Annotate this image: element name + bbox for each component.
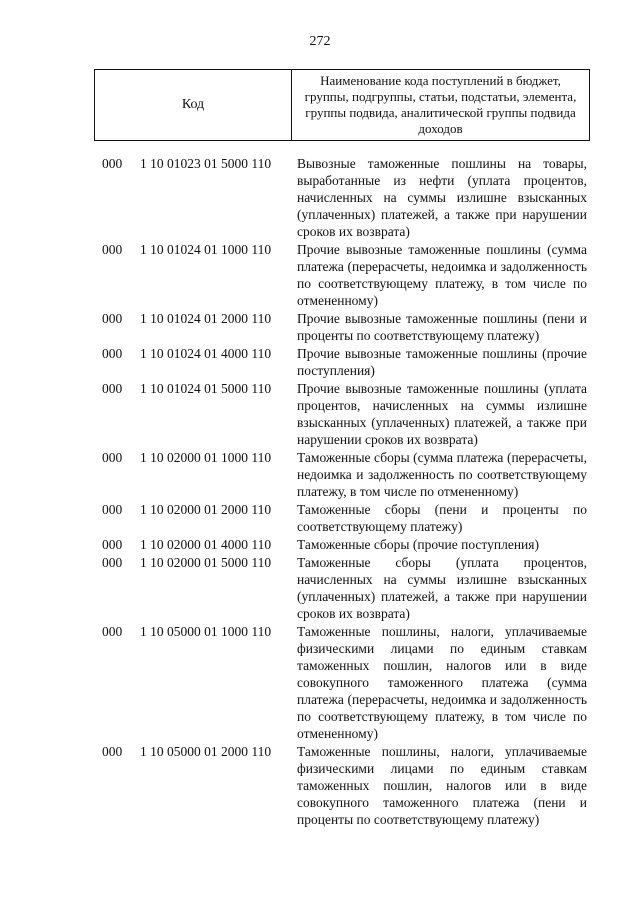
row-description: Таможенные пошлины, налоги, уплачиваемые физическими лицами по единым ставкам таможенных пошлин, налогов или в виде совокупного таможенного платежа (пени и проценты по соответствующему платежу): [297, 744, 587, 827]
table-row: [0, 241, 640, 309]
row-budget-code: 1 10 02000 01 4000 110: [140, 537, 272, 552]
row-admin-code: 000: [102, 156, 123, 171]
row-budget-code: 1 10 01024 01 2000 110: [140, 311, 272, 326]
table-row: [0, 449, 640, 500]
row-admin-code: 000: [102, 502, 123, 517]
row-description: Прочие вывозные таможенные пошлины (уплата процентов, начисленных на суммы излишне взысканных (уплаченных) платежей, а также при нарушении сроков их возврата): [297, 381, 587, 447]
table-row: [0, 623, 640, 742]
row-budget-code: 1 10 02000 01 1000 110: [140, 450, 272, 465]
page-number: 272: [309, 34, 331, 49]
row-admin-code: 000: [102, 624, 123, 639]
row-description: Таможенные сборы (сумма платежа (перерасчеты, недоимка и задолженность по соответствующему платежу, в том числе по отмененному): [297, 450, 587, 499]
row-description: Таможенные сборы (уплата процентов, начисленных на суммы излишне взысканных (уплаченных) платежей, а также при нарушении сроков их возврата): [297, 555, 587, 621]
table-row: [0, 536, 640, 553]
row-description: Прочие вывозные таможенные пошлины (пени и проценты по соответствующему платежу): [297, 311, 587, 343]
row-budget-code: 1 10 02000 01 2000 110: [140, 502, 272, 517]
row-budget-code: 1 10 01024 01 1000 110: [140, 242, 272, 257]
row-budget-code: 1 10 01024 01 4000 110: [140, 346, 272, 361]
row-admin-code: 000: [102, 381, 123, 396]
table-row: [0, 380, 640, 448]
row-budget-code: 1 10 05000 01 1000 110: [140, 624, 272, 639]
table-row: [0, 743, 640, 828]
row-admin-code: 000: [102, 744, 123, 759]
table-row: [0, 345, 640, 379]
row-admin-code: 000: [102, 242, 123, 257]
row-budget-code: 1 10 05000 01 2000 110: [140, 744, 272, 759]
row-admin-code: 000: [102, 346, 123, 361]
row-admin-code: 000: [102, 537, 123, 552]
row-budget-code: 1 10 02000 01 5000 110: [140, 555, 272, 570]
row-budget-code: 1 10 01024 01 5000 110: [140, 381, 272, 396]
row-admin-code: 000: [102, 450, 123, 465]
table-row: [0, 310, 640, 344]
row-description: Прочие вывозные таможенные пошлины (прочие поступления): [297, 346, 587, 378]
row-description: Прочие вывозные таможенные пошлины (сумма платежа (перерасчеты, недоимка и задолженность по соответствующему платежу, в том числе по отмененному): [297, 242, 587, 308]
table-row: [0, 155, 640, 240]
header-code-column: Код: [95, 70, 292, 140]
row-description: Таможенные пошлины, налоги, уплачиваемые физическими лицами по единым ставкам таможенных пошлин, налогов или в виде совокупного таможенного платежа (сумма платежа (перерасчеты, недоимка и задолженность по соответствующему платежу, в том числе по отмененному): [297, 624, 587, 741]
table-row: [0, 501, 640, 535]
table-header: [94, 69, 590, 141]
row-admin-code: 000: [102, 555, 123, 570]
row-admin-code: 000: [102, 311, 123, 326]
row-budget-code: 1 10 01023 01 5000 110: [140, 156, 272, 171]
row-description: Таможенные сборы (пени и проценты по соответствующему платежу): [297, 502, 587, 534]
row-description: Вывозные таможенные пошлины на товары, выработанные из нефти (уплата процентов, начисленных на суммы излишне взысканных (уплаченных) платежей, а также при нарушении сроков их возврата): [297, 156, 587, 239]
table-body: [0, 155, 640, 829]
row-description: Таможенные сборы (прочие поступления): [297, 537, 539, 552]
header-description-column: Наименование кода поступлений в бюджет, группы, подгруппы, статьи, подстатьи, элемента, группы подвида, аналитической группы подвида доходов: [304, 73, 577, 136]
table-row: [0, 554, 640, 622]
